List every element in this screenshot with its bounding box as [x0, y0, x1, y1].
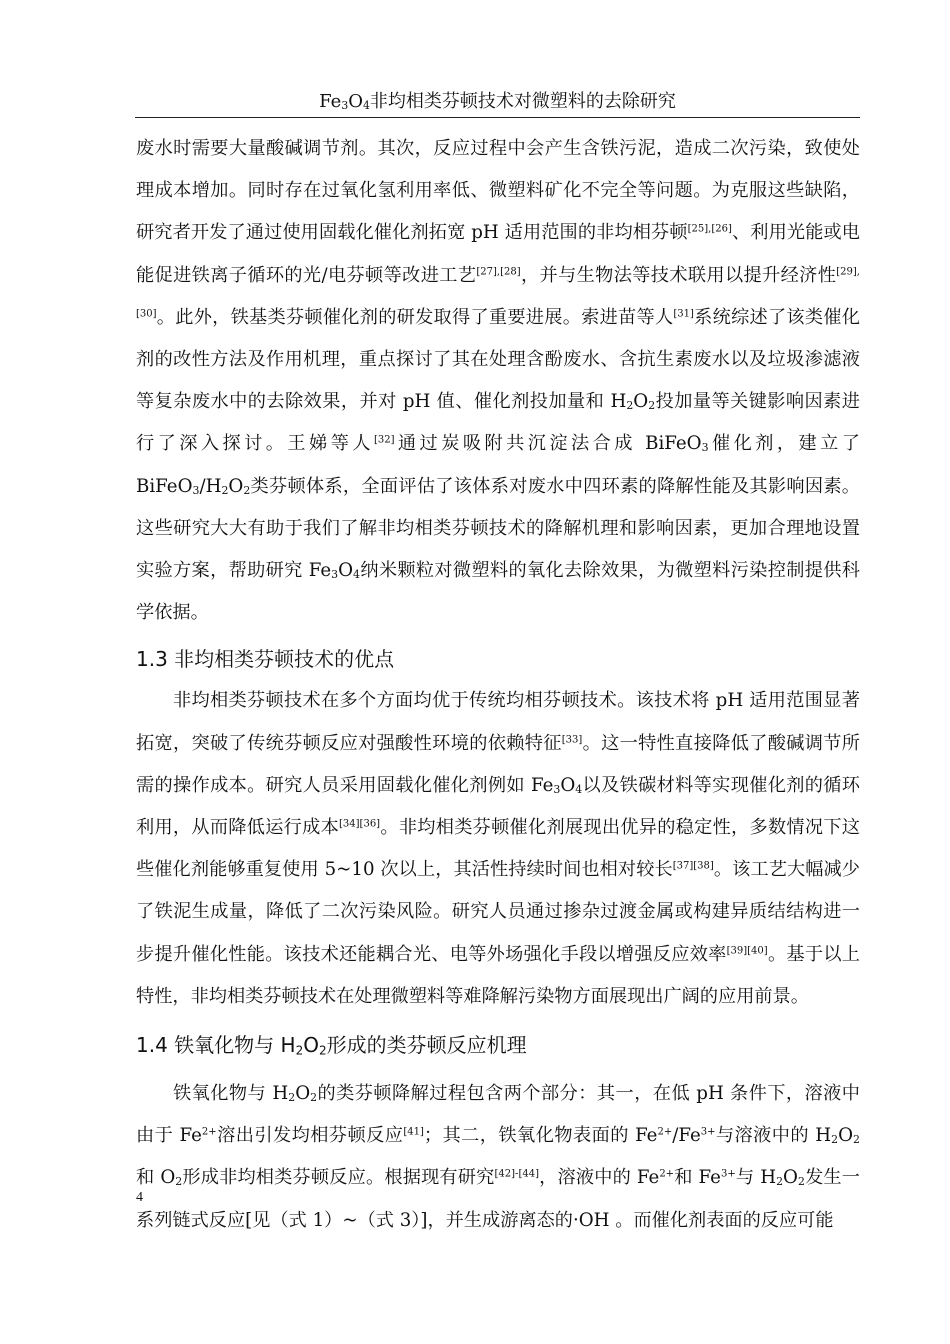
heading-text: 形成的类芬顿反应机理 [326, 1033, 527, 1058]
text: O [838, 1125, 854, 1147]
text: 以及铁碳材料等实现催化剂的循环利用，从而降低运行成本 [136, 774, 860, 839]
text: 。非均相类芬顿催化剂展现出优异的稳定性，多数情况下这些催化剂能够重复使用 5~10 次以上，其活性持续时间也相对较长 [136, 817, 860, 881]
text: ，并与生物法等技术联用以提升经济性 [520, 264, 837, 286]
text: 与溶液中的 H [715, 1125, 832, 1147]
citation: [34][36] [339, 818, 381, 830]
citation: [41] [403, 1126, 424, 1138]
superscript: 2+ [659, 1168, 675, 1180]
subscript: 2 [797, 1175, 805, 1189]
subscript: 4 [353, 568, 360, 582]
text: /Fe [672, 1125, 701, 1147]
text: 。这一特性直接降低了酸碱调节所需的操作成本。研究人员采用固载化催化剂例如 Fe [136, 732, 860, 796]
text: 、利用光能或电能促进铁离子循环的光/电芬顿等改进工艺 [136, 222, 860, 286]
text: 非均相类芬顿技术在多个方面均优于传统均相芬顿技术。该技术将 pH 适用范围显著拓宽，突破了传统芬顿反应对强酸性环境的依赖特征 [136, 690, 860, 754]
superscript: 3+ [720, 1168, 736, 1180]
subscript: 3 [553, 783, 561, 797]
subscript: 2 [295, 1043, 304, 1058]
header-text: 非均相类芬顿技术对微塑料的去除研究 [369, 91, 676, 112]
text: 纳米颗粒对微塑料的氧化去除效果，为微塑料污染控制提供科学依据。 [136, 560, 860, 624]
text: 和 O [136, 1167, 176, 1189]
citation: [29],[30] [136, 266, 860, 320]
subscript: 2 [221, 483, 229, 497]
body-content [136, 128, 860, 1242]
subscript: 2 [831, 1133, 839, 1147]
text: ，溶液中的 Fe [538, 1167, 660, 1189]
subscript: 2 [853, 1133, 860, 1147]
citation: [33] [561, 734, 583, 746]
text: 铁氧化物与 H [173, 1083, 289, 1105]
text: 通过炭吸附共沉淀法合成 BiFeO [394, 433, 702, 455]
heading-text: O [303, 1033, 319, 1058]
text: 催化剂，建立了 BiFeO [136, 433, 860, 497]
superscript: 2+ [201, 1126, 217, 1138]
paragraph-1 [136, 128, 860, 634]
subscript: 2 [776, 1175, 784, 1189]
paragraph-3 [136, 1073, 860, 1242]
page-number: 4 [136, 1190, 143, 1205]
citation: [39][40] [726, 945, 768, 957]
text: 。基于以上特性，非均相类芬顿技术在处理微塑料等难降解污染物方面展现出广阔的应用前景。 [136, 943, 860, 1007]
text: O [338, 560, 354, 582]
citation: [42]-[44] [494, 1168, 539, 1180]
text: 形成非均相类芬顿反应。根据现有研究 [182, 1167, 495, 1189]
section-heading-1-4 [136, 1033, 860, 1057]
text: O [228, 475, 244, 497]
citation: [31] [673, 308, 694, 320]
text: O [633, 391, 649, 413]
subscript: 3 [341, 99, 349, 113]
subscript: 3 [192, 483, 200, 497]
text: 发生一系列链式反应[见（式 1）~（式 3）]，并生成游离态的·OH 。而催化剂表面的反应可能 [136, 1167, 860, 1231]
subscript: 3 [701, 441, 709, 455]
text: /H [199, 475, 222, 497]
citation: [32] [373, 434, 395, 446]
subscript: 2 [310, 1091, 318, 1105]
text: O [783, 1167, 798, 1189]
text: 的类芬顿降解过程包含两个部分：其一，在低 pH 条件下，溶液中由于 Fe [136, 1083, 860, 1147]
text: 。此外，铁基类芬顿催化剂的研发取得了重要进展。索进苗等人 [156, 306, 674, 328]
text: O [560, 774, 576, 796]
subscript: 2 [626, 399, 634, 413]
superscript: 2+ [657, 1126, 673, 1138]
subscript: 2 [648, 399, 656, 413]
citation: [27],[28] [476, 266, 521, 278]
subscript: 4 [575, 783, 583, 797]
subscript: 4 [362, 99, 370, 113]
subscript: 3 [331, 568, 339, 582]
heading-text: 1.4 铁氧化物与 H [136, 1033, 296, 1058]
text: 和 Fe [674, 1167, 721, 1189]
paragraph-2 [136, 680, 860, 1018]
subscript: 2 [175, 1175, 183, 1189]
subscript: 2 [318, 1043, 327, 1058]
text: ；其二，铁氧化物表面的 Fe [423, 1125, 658, 1147]
text: 类芬顿体系，全面评估了该体系对废水中四环素的降解性能及其影响因素。这些研究大大有助于我们了解非均相类芬顿技术的降解机理和影响因素，更加合理地设置实验方案，帮助研究 Fe [136, 475, 860, 582]
header-text: Fe [319, 91, 342, 112]
subscript: 2 [288, 1091, 296, 1105]
citation: [37][38] [672, 860, 714, 872]
text: 投加量等关键影响因素进行了深入探讨。王娣等人 [136, 391, 860, 455]
superscript: 3+ [700, 1126, 716, 1138]
text: 与 H [735, 1167, 777, 1189]
text: 溶出引发均相芬顿反应 [216, 1125, 404, 1147]
text: 废水时需要大量酸碱调节剂。其次，反应过程中会产生含铁污泥，造成二次污染，致使处理成本增加。同时存在过氧化氢利用率低、微塑料矿化不完全等问题。为克服这些缺陷，研究者开发了通过使用固载化催化剂拓宽 pH 适用范围的非均相芬顿 [136, 138, 860, 244]
text: 。该工艺大幅减少了铁泥生成量，降低了二次污染风险。研究人员通过掺杂过渡金属或构建异质结结构进一步提升催化性能。该技术还能耦合光、电等外场强化手段以增强反应效率 [136, 859, 860, 965]
text: O [295, 1083, 311, 1105]
running-header [135, 88, 860, 116]
header-text: O [348, 91, 363, 112]
text: 系统综述了该类催化剂的改性方法及作用机理，重点探讨了其在处理含酚废水、含抗生素废水以及垃圾渗滤液等复杂废水中的去除效果，并对 pH 值、催化剂投加量和 H [136, 306, 860, 413]
header-rule [135, 117, 860, 118]
subscript: 2 [243, 483, 251, 497]
section-heading-1-3: 1.3 非均相类芬顿技术的优点 [136, 647, 395, 672]
citation: [25],[26] [687, 223, 732, 235]
